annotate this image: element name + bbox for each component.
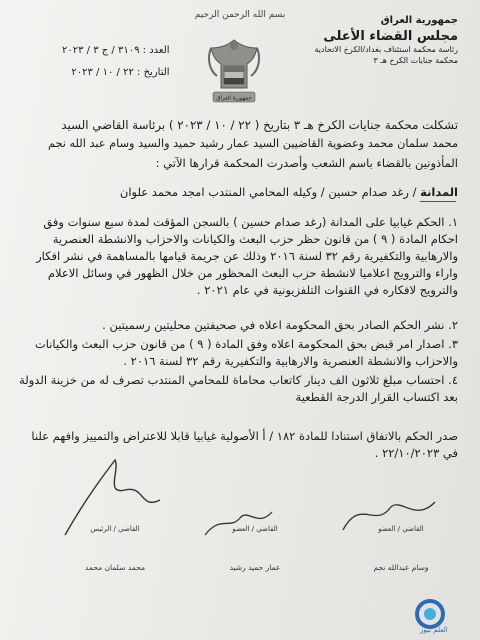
- iraq-emblem-icon: [205, 36, 263, 114]
- basmala: بسم الله الرحمن الرحيم: [194, 10, 286, 20]
- intro-line-3: المأذونين بالقضاء باسم الشعب وأصدرت المحكمة قرارها الآتي :: [155, 156, 458, 170]
- number-value: ٣١٠٩ / ج ٣ / ٢٠٢٣: [62, 45, 140, 56]
- council-name: مجلس القضاء الأعلى: [323, 28, 458, 44]
- president-signature-scribble: [45, 440, 185, 550]
- republic-name: جمهورية العراق: [380, 15, 458, 26]
- intro-line-2: محمد سلمان محمد وعضوية القاضيين السيد عمار رشيد حميد والسيد وسام عبد الله نجم: [47, 137, 458, 150]
- convicted-value: / رغد صدام حسين / وكيله المحامي المنتدب امجد محمد علوان: [119, 185, 417, 199]
- member-1-signature-scribble: [335, 488, 445, 543]
- ruling-item-3: ٣. اصدار امر قبض بحق المحكومة اعلاه وفق المادة ( ٩ ) من قانون حزب البعث والكيانات والاحزاب والانشطة العنصرية والارهابية والتكفيرية رقم ٣٢ لسنة ٢٠١٦ .: [34, 337, 458, 368]
- president-role: القاضي / الرئيس: [90, 525, 140, 533]
- member-2-signature-scribble: [200, 500, 280, 545]
- ruling-item-4: ٤. احتساب مبلغ ثلاثون الف دينار كاتعاب محاماة للمحامي المنتدب تصرف له من خزينة الدولة بعد اكتساب القرار الدرجة القطعية: [19, 373, 458, 404]
- closing-paragraph: صدر الحكم بالاتفاق استنادا للمادة ١٨٢ / أ الأصولية غيابيا قابلا للاعتراض والتمييز وافهم علنا في ٢٢/١٠/٢٠٢٣ .: [31, 429, 458, 460]
- member-1-name: وسام عبدالله نجم: [373, 563, 429, 572]
- reference-block: [62, 40, 170, 84]
- presidency-name: رئاسة محكمة استئناف بغداد/الكرخ الاتحادية: [314, 45, 458, 55]
- member-1-role: القاضي / العضو: [378, 525, 424, 533]
- ruling-item-1: ١. الحكم غيابيا على المدانة (رغد صدام حسين ) بالسجن المؤقت لمدة سبع سنوات وفق احكام المادة ( ٩ ) من قانون حظر حزب البعث والكيانات والاحزاب والانشطة العنصرية والارهابية والتكفيرية رقم ٣٢ لسنة ٢٠١٦ وذلك عن جريمة قيامها بالمساهمة في نشر افكار واراء والترويج اعلاميا لانشطة حزب البعث المحظور من خلال الظهور في وسائل الاعلام والترويج لافكاره في القنوات التلفزيونية في عام ٢٠٢١ .: [36, 215, 458, 297]
- convicted-underline: [420, 201, 456, 202]
- member-2-name: عمار حميد رشيد: [229, 563, 281, 572]
- ruling-item-2: ٢. نشر الحكم الصادر بحق المحكومة اعلاه في صحيفتين محليتين رسميتين .: [102, 318, 458, 332]
- president-name: محمد سلمان محمد: [85, 563, 145, 572]
- member-2-role: القاضي / العضو: [232, 525, 278, 533]
- convicted-label: المدانة: [420, 185, 458, 199]
- date-label: التاريخ :: [137, 67, 170, 78]
- watermark-text: العلم نيوز: [420, 626, 448, 634]
- intro-line-1: تشكلت محكمة جنايات الكرخ هـ ٣ بتاريخ ( ٢٢ / ١٠ / ٢٠٢٣ ) برئاسة القاضي السيد: [61, 118, 458, 132]
- letterhead: [315, 14, 458, 67]
- date-value: ٢٢ / ١٠ / ٢٠٢٣: [71, 67, 134, 78]
- convicted-line: [22, 185, 458, 199]
- court-name: محكمة جنايات الكرخ هـ ٣: [373, 55, 458, 65]
- number-label: العدد :: [142, 45, 170, 56]
- emblem-caption: جمهورية العراق: [216, 95, 252, 102]
